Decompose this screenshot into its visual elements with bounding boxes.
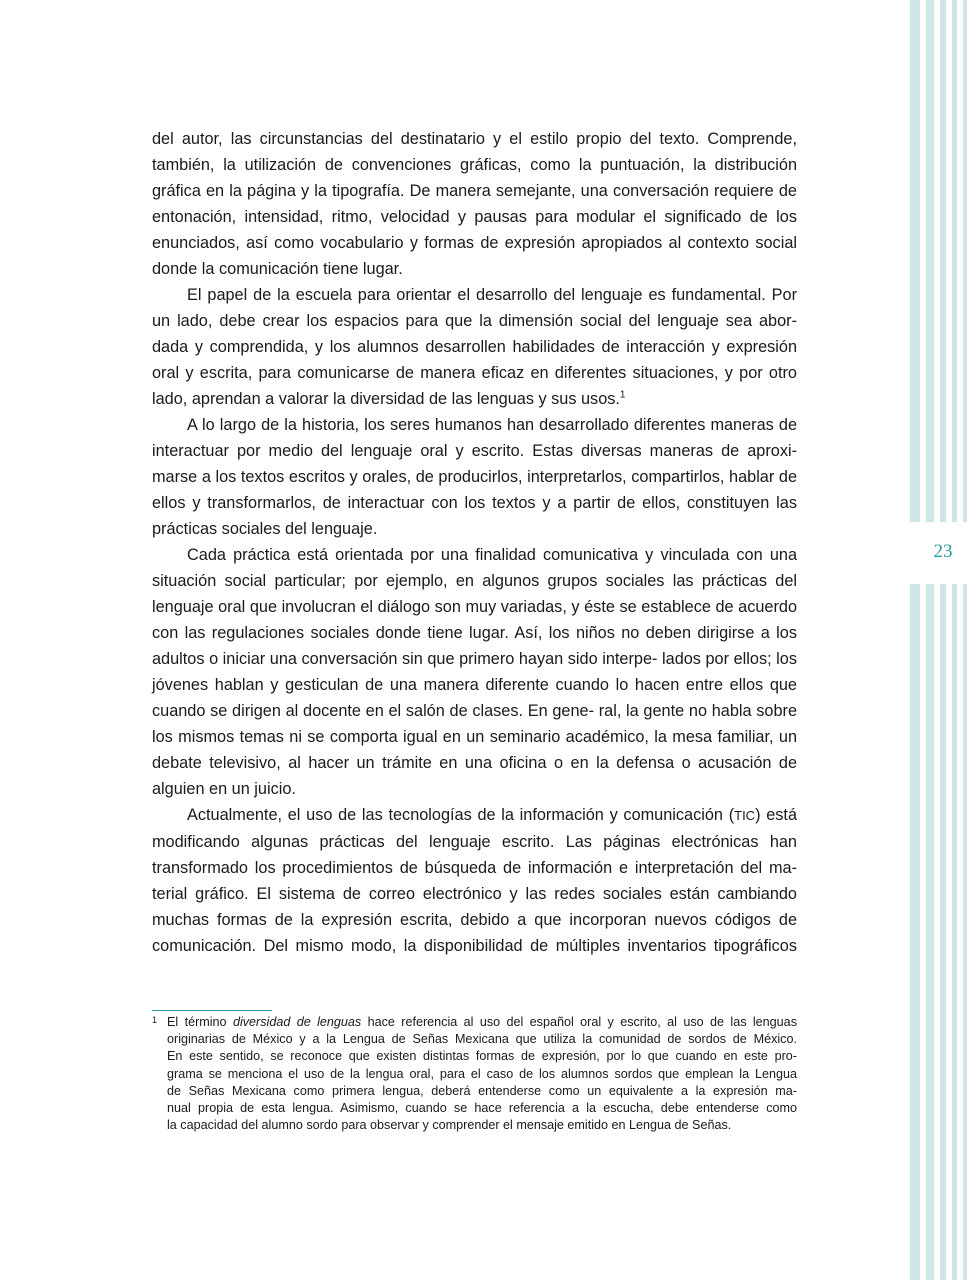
footnote-line: En este sentido, se reconoce que existen distintas formas de expresión, por lo que cuando en este pro- bbox=[167, 1049, 797, 1064]
footnote-line: El término diversidad de lenguas hace referencia al uso del español oral y escrito, al uso de las lenguas bbox=[167, 1015, 797, 1029]
footnote-number: 1 bbox=[152, 1015, 158, 1025]
paragraph-3: A lo largo de la historia, los seres humanos han desarrollado diferentes maneras de interactuar por medio del lenguaje oral y escrito. Estas diversas maneras de aproxi- marse a los textos escritos y orales, de producirlos, interpretarlos, compartirlos, hablar de ellos y transformarlos, de interactuar con los textos y a partir de ellos, constituyen las prácticas sociales del lenguaje. bbox=[152, 416, 798, 538]
footnote-line: originarias de México y a la Lengua de Señas Mexicana que utiliza la comunidad de sordos de México. bbox=[167, 1032, 797, 1047]
footnote-text bbox=[167, 1014, 797, 1134]
page-number: 23 bbox=[933, 541, 953, 562]
body-text bbox=[152, 126, 797, 959]
paragraph-5: Actualmente, el uso de las tecnologías de la información y comunicación (TIC) está modificando algunas prácticas del lenguaje escrito. Las páginas electrónicas han transformado los procedimientos de búsqueda de información e interpretación del ma- terial gráfico. El sistema de correo electrónico y las redes sociales están cambiando muchas formas de la expresión escrita, debido a que incorporan nuevos códigos de comunicación. Del mismo modo, la disponibilidad de múltiples inventarios tipográficos bbox=[152, 806, 798, 955]
stripe bbox=[940, 0, 946, 1280]
stripe bbox=[926, 0, 934, 1280]
footnote-line: de Señas Mexicana como primera lengua, deberá entenderse como un equivalente a la expresión ma- bbox=[167, 1083, 797, 1098]
paragraph-4: Cada práctica está orientada por una finalidad comunicativa y vinculada con una situación social particular; por ejemplo, en algunos grupos sociales las prácticas del lenguaje oral que involucran el diálogo son muy variadas, y éste se establece de acuerdo con las regulaciones sociales donde tiene lugar. Así, los niños no deben dirigirse a los adultos o iniciar una conversación sin que primero hayan sido interpe- lados por ellos; los jóvenes hablan y gesticulan de una manera diferente cuando lo hacen entre ellos que cuando se dirigen al docente en el salón de clases. En gene- ral, la gente no habla sobre los mismos temas ni se comporta igual en un seminario académico, la mesa familiar, un debate televisivo, al hacer un trámite en una oficina o en la defensa o acusación de alguien en un juicio. bbox=[152, 546, 798, 798]
stripe bbox=[910, 0, 920, 1280]
footnote-rule bbox=[152, 1010, 272, 1011]
footnote-line: grama se menciona el uso de la lengua oral, para el caso de los alumnos sordos que emplean la Lengua bbox=[167, 1066, 797, 1081]
stripe bbox=[963, 0, 967, 1280]
stripe bbox=[952, 0, 957, 1280]
margin-stripes bbox=[910, 0, 972, 1280]
tic-abbreviation: TIC bbox=[734, 808, 756, 823]
footnote bbox=[152, 1014, 797, 1134]
footnote-line: nual propia de esta lengua. Asimismo, cuando se hace referencia a la escucha, debe entenderse como bbox=[167, 1101, 797, 1116]
footnote-reference: 1 bbox=[619, 389, 626, 401]
paragraph-1: del autor, las circunstancias del destinatario y el estilo propio del texto. Comprende, también, la utilización de convenciones gráficas, como la puntuación, la distribución gráfica en la página y la tipografía. De manera semejante, una conversación requiere de entonación, intensidad, ritmo, velocidad y pausas para modular el significado de los enunciados, así como vocabulario y formas de expresión apropiados al contexto social donde la comunicación tiene lugar. bbox=[152, 130, 797, 278]
paragraph-2: El papel de la escuela para orientar el desarrollo del lenguaje es fundamental. Por un lado, debe crear los espacios para que la dimensión social del lenguaje sea abor- dada y comprendida, y los alumnos desarrollen habilidades de interacción y expresión oral y escrita, para comunicarse de manera eficaz en diferentes situaciones, y por otro lado, aprendan a valorar la diversidad de las lenguas y sus usos.$^1$ bbox=[152, 286, 797, 408]
footnote-line: la capacidad del alumno sordo para observar y comprender el mensaje emitido en Lengua de Señas. bbox=[167, 1118, 732, 1133]
